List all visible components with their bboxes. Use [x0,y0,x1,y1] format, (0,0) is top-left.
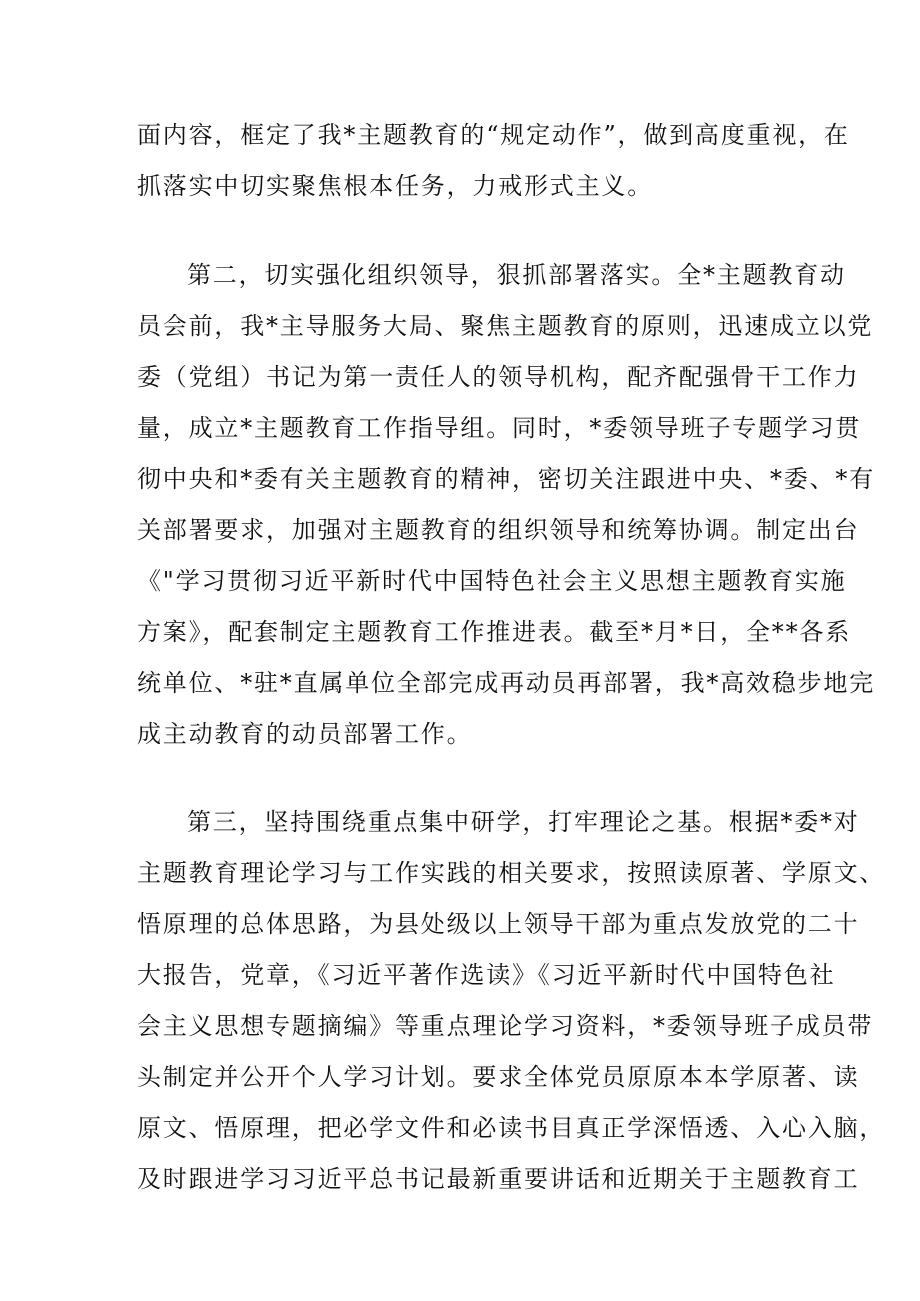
text-line: 面内容，框定了我*主题教育的“规定动作”，做到高度重视，在 [137,121,850,149]
text-line: 会主义思想专题摘编》等重点理论学习资料，*委领导班子成员带 [137,1012,874,1040]
text-line: 《"学习贯彻习近平新时代中国特色社会主义思想主题教育实施 [137,567,847,595]
text-line: 量，成立*主题教育工作指导组。同时，*委领导班子专题学习贯 [137,414,862,442]
text-line: 大报告，党章，《习近平著作选读》《习近平新时代中国特色社 [137,961,836,989]
paragraph-heading-line: 第三，坚持围绕重点集中研学，打牢理论之基。根据*委*对 [187,808,860,836]
text-line: 成主动教育的动员部署工作。 [137,720,473,748]
text-line: 员会前，我*主导服务大局、聚焦主题教育的原则，迅速成立以党 [137,312,874,340]
text-line: 及时跟进学习习近平总书记最新重要讲话和近期关于主题教育工 [137,1165,860,1193]
text-line: 统单位、*驻*直属单位全部完成再动员再部署，我*高效稳步地完 [137,669,875,697]
text-line: 主题教育理论学习与工作实践的相关要求，按照读原著、学原文、 [137,859,886,887]
paragraph-heading-line: 第二，切实强化组织领导，狠抓部署落实。全*主题教育动 [187,261,846,289]
text-line: 方案》，配套制定主题教育工作推进表。截至*月*日，全**各系 [137,618,851,646]
text-line: 关部署要求，加强对主题教育的组织领导和统筹协调。制定出台 [137,516,860,544]
text-line: 抓落实中切实聚焦根本任务，力戒形式主义。 [137,172,653,200]
text-line: 原文、悟原理，把必学文件和必读书目真正学深悟透、入心入脑， [137,1114,886,1142]
text-line: 悟原理的总体思路，为县处级以上领导干部为重点发放党的二十 [137,910,860,938]
text-line: 彻中央和*委有关主题教育的精神，密切关注跟进中央、*委、*有 [137,465,875,493]
text-line: 委（党组）书记为第一责任人的领导机构，配齐配强骨干工作力 [137,363,860,391]
text-line: 头制定并公开个人学习计划。要求全体党员原原本本学原著、读 [137,1063,860,1091]
